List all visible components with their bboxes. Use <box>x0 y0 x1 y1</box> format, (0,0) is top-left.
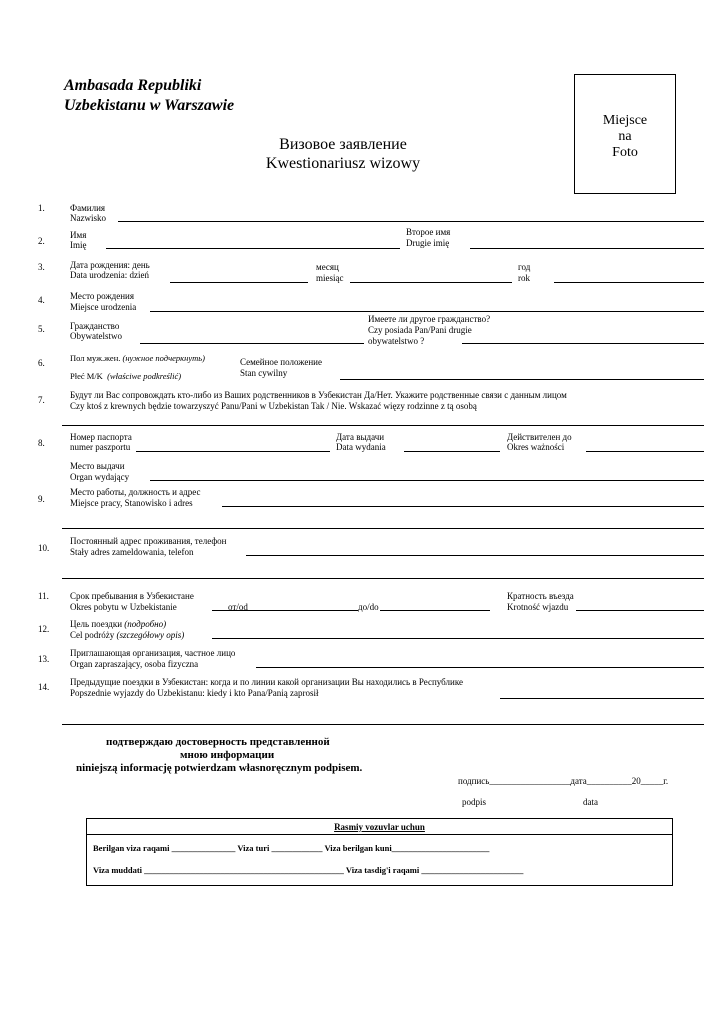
sex-label-pl: Płeć M/K <box>70 371 103 381</box>
field-number: 14. <box>38 682 50 692</box>
field-number: 10. <box>38 543 50 553</box>
field-number: 4. <box>38 295 45 305</box>
stay-from-field[interactable] <box>212 610 358 611</box>
marital-status-field[interactable] <box>340 379 704 380</box>
previous-trips-field-line2[interactable] <box>62 724 704 725</box>
official-use-title: Rasmiy vozuvlar uchun <box>334 822 425 832</box>
field-number: 8. <box>38 438 45 448</box>
inviting-organization-field[interactable] <box>256 667 704 668</box>
title-russian: Визовое заявление <box>279 136 407 153</box>
label-ru: Дата выдачи <box>336 432 385 442</box>
label-pl: rok <box>518 273 530 283</box>
label-pl: numer paszportu <box>70 442 131 452</box>
field-number: 1. <box>38 203 45 213</box>
label-pl: Stan cywilny <box>240 368 288 378</box>
label-pl: Nazwisko <box>70 213 106 223</box>
label-ru: Место рождения <box>70 291 135 301</box>
label-pl: Okres ważności <box>507 442 565 452</box>
label-ru: Гражданство <box>70 321 120 331</box>
field-number: 6. <box>38 358 45 368</box>
middle-name-field[interactable] <box>470 248 704 249</box>
field-number: 5. <box>38 324 45 334</box>
label-ru: Номер паспорта <box>70 432 132 442</box>
label-ru: Действителен до <box>507 432 572 442</box>
stay-to-field[interactable] <box>380 610 490 611</box>
title-polish: Kwestionariusz wizowy <box>265 155 421 172</box>
citizenship-field[interactable] <box>140 343 364 344</box>
field-number: 9. <box>38 494 45 504</box>
photo-label-2: na <box>618 129 632 144</box>
birth-month-field[interactable] <box>350 282 512 283</box>
trip-purpose-field[interactable] <box>212 638 704 639</box>
workplace-field[interactable] <box>222 506 704 507</box>
birth-year-field[interactable] <box>554 282 704 283</box>
label-ru: Место работы, должность и адрес <box>70 487 201 497</box>
label-pl: Imię <box>70 240 87 250</box>
stay-from-label: от/od <box>228 602 248 612</box>
relatives-field[interactable] <box>62 425 704 426</box>
label-pl: Popszednie wyjazdy do Uzbekistanu: kiedy i kto Pana/Panią zaprosił <box>70 688 319 698</box>
declaration-ru-line1: подтверждаю достоверность представленной <box>106 736 330 748</box>
label-ru: Постоянный адрес проживания, телефон <box>70 536 227 546</box>
field-number: 11. <box>38 591 49 601</box>
visa-duration-row: Viza muddati _______________________________________________ Viza tasdig'i raqami ________________________ <box>93 865 524 875</box>
label-ru: Семейное положение <box>240 357 322 367</box>
label-ru: Место выдачи <box>70 461 125 471</box>
permanent-address-field[interactable] <box>246 555 704 556</box>
workplace-field-line2[interactable] <box>62 528 704 529</box>
label-pl: Okres pobytu w Uzbekistanie <box>70 602 177 612</box>
label-ru: Срок пребывания в Узбекистане <box>70 591 194 601</box>
declaration-pl: niniejszą informację potwierdzam własnoręcznym podpisem. <box>76 762 363 774</box>
label-ru: месяц <box>316 262 339 272</box>
issue-date-field[interactable] <box>404 451 500 452</box>
field-number: 3. <box>38 262 45 272</box>
photo-label-3: Foto <box>612 145 638 160</box>
label-ru: Кратность въезда <box>507 591 574 601</box>
purpose-label-pl: Cel podróży <box>70 630 115 640</box>
embassy-name-line1: Ambasada Republiki <box>64 77 202 94</box>
field-number: 2. <box>38 236 45 246</box>
previous-trips-field[interactable] <box>500 698 704 699</box>
label-pl: Czy ktoś z krewnych będzie towarzyszyć Panu/Pani w Uzbekistan Tak / Nie. Wskazać więzy rodzinne z tą osobą <box>70 401 477 411</box>
label-pl <box>70 630 184 640</box>
label-ru: год <box>518 262 531 272</box>
label-pl: Organ zapraszający, osoba fizyczna <box>70 659 199 669</box>
label-pl: Stały adres zameldowania, telefon <box>70 547 194 557</box>
label-pl: Czy posiada Pan/Pani drugie <box>368 325 472 335</box>
signature-label-pl: podpis <box>462 797 487 807</box>
issuing-authority-field[interactable] <box>150 480 704 481</box>
date-label-pl: data <box>583 797 598 807</box>
label-ru <box>70 619 166 629</box>
label-pl: Miejsce pracy, Stanowisko i adres <box>70 498 193 508</box>
label-ru: Будут ли Вас сопровождать кто-либо из Ваших родственников в Узбекистан Да/Нет. Укажите родственные связи с данным лицом <box>70 390 567 400</box>
label-ru: Имеете ли другое гражданство? <box>368 314 491 324</box>
label-ru: Второе имя <box>406 227 451 237</box>
first-name-field[interactable] <box>106 248 400 249</box>
label-pl: obywatelstwo ? <box>368 336 425 346</box>
purpose-hint-pl: (szczegółowy opis) <box>116 630 185 640</box>
label-pl <box>70 371 181 381</box>
second-citizenship-field[interactable] <box>462 343 704 344</box>
passport-number-field[interactable] <box>136 451 330 452</box>
label-pl: Obywatelstwo <box>70 331 122 341</box>
signature-date-line[interactable]: подпись__________________дата__________20_____г. <box>458 776 669 786</box>
sex-hint-ru: (нужное подчеркнуть) <box>122 353 205 363</box>
surname-field[interactable] <box>118 221 704 222</box>
entry-count-field[interactable] <box>576 610 704 611</box>
stay-to-label: до/do <box>358 602 379 612</box>
label-pl: Drugie imię <box>406 238 450 248</box>
sex-hint-pl: (właściwe podkreślić) <box>107 371 182 381</box>
photo-box <box>574 74 676 194</box>
birth-place-field[interactable] <box>150 311 704 312</box>
official-use-box <box>86 818 673 886</box>
embassy-name-line2: Uzbekistanu w Warszawie <box>64 97 235 114</box>
label-pl: Data urodzenia: dzień <box>70 270 149 280</box>
field-number: 12. <box>38 624 50 634</box>
purpose-hint-ru: (подробно) <box>124 619 167 629</box>
permanent-address-field-line2[interactable] <box>62 578 704 579</box>
label-pl: Data wydania <box>336 442 386 452</box>
label-ru: Фамилия <box>70 203 106 213</box>
label-pl: miesiąc <box>316 273 344 283</box>
label-ru: Имя <box>70 230 87 240</box>
field-number: 13. <box>38 654 50 664</box>
sex-label-ru: Пол муж.жен. <box>70 353 121 363</box>
valid-until-field[interactable] <box>586 451 704 452</box>
label-ru: Дата рождения: день <box>70 260 150 270</box>
purpose-label-ru: Цель поездки <box>70 619 123 629</box>
photo-label-1: Miejsce <box>602 113 648 128</box>
visa-number-row: Berilgan viza raqami _______________ Viza turi ____________ Viza berilgan kuni_______________________ <box>93 843 490 853</box>
field-number: 7. <box>38 395 45 405</box>
label-ru: Предыдущие поездки в Узбекистан: когда и по линии какой организации Вы находились в Республике <box>70 677 463 687</box>
declaration-ru-line2: мною информации <box>180 749 275 761</box>
label-pl: Krotność wjazdu <box>507 602 569 612</box>
label-ru <box>70 353 205 363</box>
official-use-divider <box>87 834 672 835</box>
label-ru: Приглашающая организация, частное лицо <box>70 648 236 658</box>
label-pl: Miejsce urodzenia <box>70 302 137 312</box>
label-pl: Organ wydający <box>70 472 130 482</box>
birth-day-field[interactable] <box>170 282 308 283</box>
